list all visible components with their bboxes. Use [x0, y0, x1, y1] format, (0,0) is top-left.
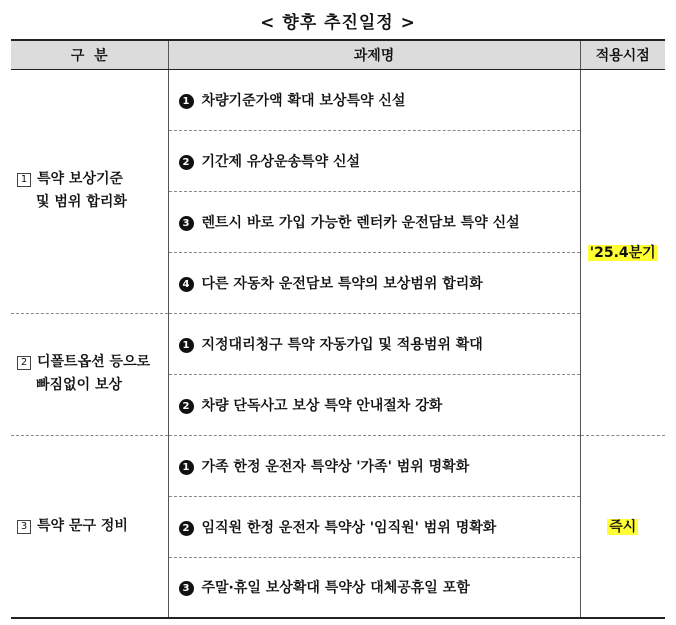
task-cell: [168, 313, 580, 374]
category-cell-2: [11, 313, 168, 435]
filled-circle-number-icon: 3: [179, 216, 194, 231]
task-cell: [168, 496, 580, 557]
category-label: 특약 문구 정비: [37, 517, 128, 534]
filled-circle-number-icon: 1: [179, 338, 194, 353]
boxed-number-icon: 1: [17, 173, 31, 187]
task-text: 임직원 한정 운전자 특약상 '임직원' 범위 명확화: [201, 519, 497, 536]
category-label: 특약 보상기준: [37, 171, 124, 187]
task-cell: [168, 557, 580, 618]
task-cell: [168, 435, 580, 496]
filled-circle-number-icon: 2: [179, 155, 194, 170]
task-text: 지정대리청구 특약 자동가입 및 적용범위 확대: [201, 336, 483, 353]
filled-circle-number-icon: 3: [179, 581, 194, 596]
task-cell: [168, 191, 580, 252]
category-cell-3: [11, 435, 168, 618]
task-text: 기간제 유상운송특약 신설: [201, 153, 361, 170]
task-cell: [168, 252, 580, 313]
timing-cell-1: [580, 69, 665, 435]
filled-circle-number-icon: 1: [179, 94, 194, 109]
category-cell-1: [11, 69, 168, 313]
boxed-number-icon: 3: [17, 520, 31, 534]
header-category: 구 분: [11, 40, 168, 69]
table-row: [11, 313, 665, 374]
category-label: 및 범위 합리화: [36, 194, 127, 210]
category-label: 빠짐없이 보상: [36, 377, 123, 393]
task-text: 렌트시 바로 가입 가능한 렌터카 운전담보 특약 신설: [201, 214, 520, 231]
timing-badge: 즉시: [609, 519, 637, 536]
task-text: 차량 단독사고 보상 특약 안내절차 강화: [201, 397, 443, 414]
boxed-number-icon: 2: [17, 356, 31, 370]
filled-circle-number-icon: 4: [179, 277, 194, 292]
header-task: 과제명: [168, 40, 580, 69]
category-label: 디폴트옵션 등으로: [37, 354, 151, 370]
task-cell: [168, 69, 580, 130]
page-title: < 향후 추진일정 >: [260, 13, 416, 33]
task-text: 주말·휴일 보상확대 특약상 대체공휴일 포함: [201, 580, 470, 597]
task-cell: [168, 374, 580, 435]
timing-badge: '25.4분기: [589, 245, 656, 261]
task-text: 다른 자동차 운전담보 특약의 보상범위 합리화: [201, 275, 483, 292]
filled-circle-number-icon: 2: [179, 399, 194, 414]
task-text: 가족 한정 운전자 특약상 '가족' 범위 명확화: [201, 458, 470, 475]
task-text: 차량기준가액 확대 보상특약 신설: [201, 92, 406, 109]
table-header-row: [11, 40, 665, 69]
schedule-table: [11, 39, 665, 619]
filled-circle-number-icon: 1: [179, 460, 194, 475]
header-timing: 적용시점: [580, 40, 665, 69]
filled-circle-number-icon: 2: [179, 521, 194, 536]
table-row: [11, 69, 665, 130]
table-row: [11, 435, 665, 496]
task-cell: [168, 130, 580, 191]
timing-cell-2: [580, 435, 665, 618]
